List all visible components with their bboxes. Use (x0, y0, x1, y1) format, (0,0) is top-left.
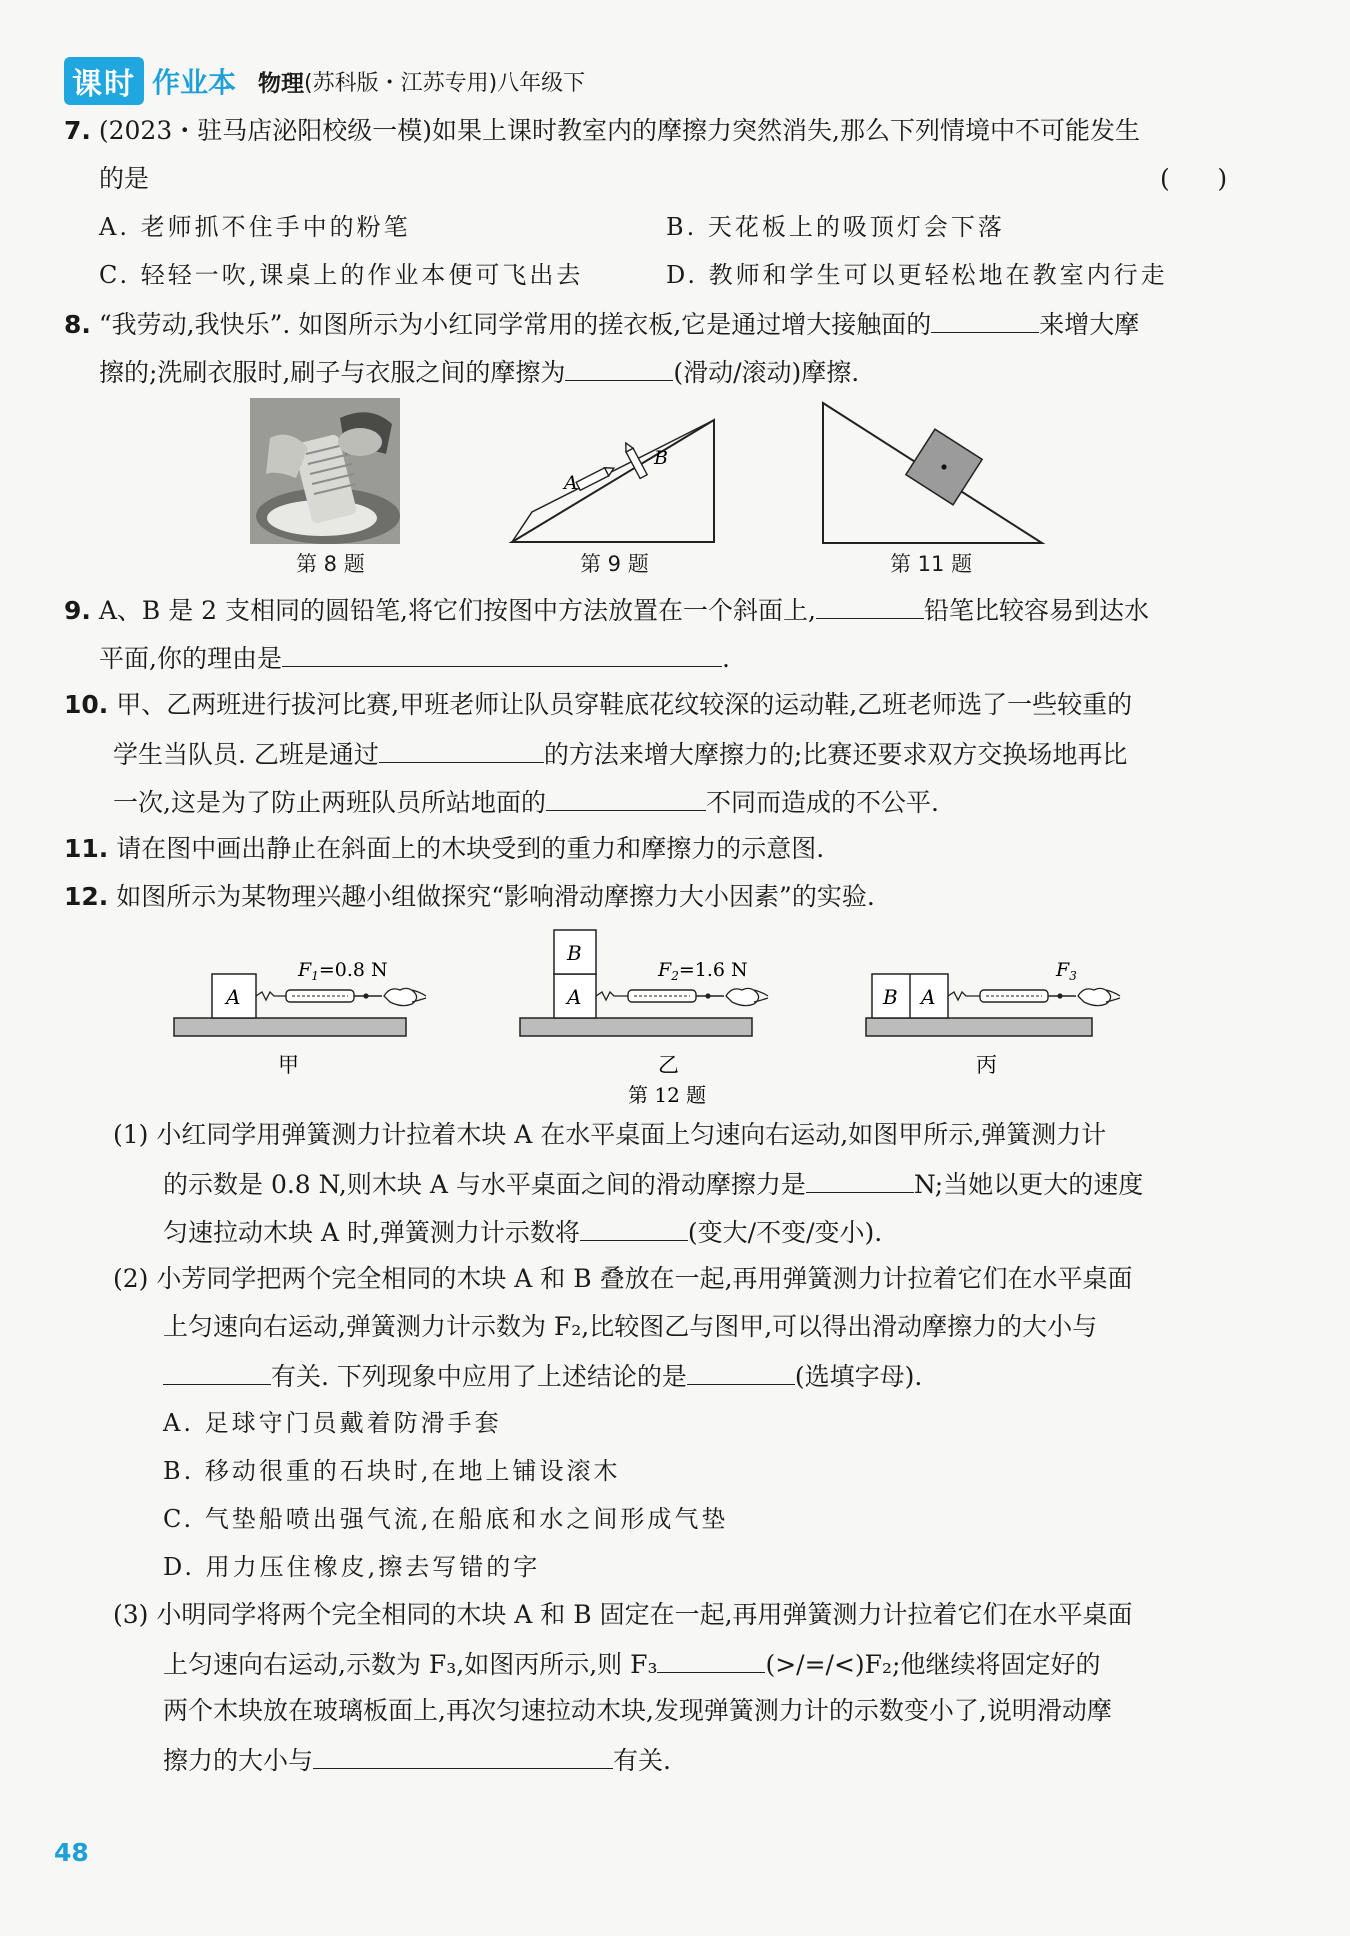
q12-p3-line1: (3) 小明同学将两个完全相同的木块 A 和 B 固定在一起,再用弹簧测力计拉着它们在水平桌面 (113, 1600, 1133, 1629)
q12-p2-blank-1[interactable] (163, 1358, 271, 1385)
q12-p3-blank-1[interactable] (657, 1646, 765, 1673)
q12-p2-blank-2[interactable] (687, 1358, 795, 1385)
q8-blank-1[interactable] (931, 306, 1039, 333)
page-header (64, 56, 585, 106)
q11-number: 11. (64, 834, 109, 863)
q10-text-d: 一次,这是为了防止两班队员所站地面的 (113, 788, 546, 817)
q10-text-b: 学生当队员. 乙班是通过 (113, 740, 379, 769)
q12-p1-line3 (163, 1214, 882, 1250)
q9-text-a: A、B 是 2 支相同的圆铅笔,将它们按图中方法放置在一个斜面上, (98, 596, 816, 625)
fig11-caption: 第 11 题 (890, 552, 973, 576)
q7-option-a: A. 老师抓不住手中的粉笔 (99, 213, 411, 241)
q7-number: 7. (64, 116, 91, 145)
q10-text-c: 的方法来增大摩擦力的;比赛还要求双方交换场地再比 (543, 740, 1128, 769)
q12-p1-text-a: 的示数是 0.8 N,则木块 A 与水平桌面之间的滑动摩擦力是 (163, 1170, 806, 1199)
q12-p2-option-d: D. 用力压住橡皮,擦去写错的字 (163, 1553, 541, 1581)
q7-stem-line1: (2023・驻马店泌阳校级一模)如果上课时教室内的摩擦力突然消失,那么下列情境中不可能发生 (98, 116, 1140, 145)
fig9-incline-pencils (508, 416, 718, 546)
fig12-label-yi: 乙 (658, 1053, 679, 1077)
q10-line3 (113, 784, 939, 820)
q12-p3-line4 (163, 1742, 671, 1778)
q8-text-d: (滑动/滚动)摩擦. (673, 358, 860, 387)
q12-p3-blank-2[interactable] (313, 1742, 613, 1769)
q10-text-a: 甲、乙两班进行拔河比赛,甲班老师让队员穿鞋底花纹较深的运动鞋,乙班老师选了一些较重的 (116, 690, 1133, 719)
q12-p1-blank-2[interactable] (580, 1214, 688, 1241)
q9-text-b: 铅笔比较容易到达水 (923, 596, 1149, 625)
bing-block-b: B (883, 985, 898, 1009)
q9-line1 (64, 592, 1149, 628)
q9-text-c: 平面,你的理由是 (99, 644, 282, 673)
fig12-setup-yi (520, 930, 768, 1036)
q7-stem-line2: 的是 (99, 164, 150, 193)
fig12-setup-bing (866, 959, 1120, 1036)
q7-line1 (64, 114, 1140, 148)
q12-p3-line2 (163, 1646, 1100, 1682)
q9-blank-2[interactable] (282, 640, 722, 667)
q12-p1-text-d: (变大/不变/变小). (687, 1218, 883, 1247)
q12-p2-text-a: 有关. 下列现象中应用了上述结论的是 (271, 1362, 687, 1391)
q8-blank-2[interactable] (565, 354, 673, 381)
brand-name: 作业本 (152, 66, 237, 99)
q12-p2-line2: 上匀速向右运动,弹簧测力计示数为 F₂,比较图乙与图甲,可以得出滑动摩擦力的大小与 (163, 1312, 1098, 1341)
q8-line2 (99, 354, 859, 390)
bing-block-a: A (921, 985, 936, 1009)
q12-p1-line2 (163, 1166, 1143, 1202)
q12-p2-option-a: A. 足球守门员戴着防滑手套 (163, 1409, 502, 1437)
q12-number: 12. (64, 882, 109, 911)
fig12-setup-jia (174, 959, 426, 1036)
q8-line1 (64, 306, 1139, 342)
q12-line (64, 880, 875, 914)
q9-line2 (99, 640, 730, 676)
q9-blank-1[interactable] (816, 592, 924, 619)
q10-line1 (64, 688, 1132, 722)
q12-text: 如图所示为某物理兴趣小组做探究“影响滑动摩擦力大小因素”的实验. (116, 882, 875, 911)
yi-force-label: $F_2=1.6$ N (658, 959, 748, 983)
fig11-block-on-incline (820, 400, 1046, 546)
q12-p3-text-c: 擦力的大小与 (163, 1746, 314, 1775)
q9-text-d: . (721, 644, 730, 673)
q10-text-e: 不同而造成的不公平. (705, 788, 939, 817)
fig12-experiments (160, 924, 1200, 1104)
q12-p2-option-b: B. 移动很重的石块时,在地上铺设滚木 (163, 1457, 621, 1485)
q12-p1-blank-1[interactable] (806, 1166, 914, 1193)
q10-blank-2[interactable] (546, 784, 706, 811)
q12-p1-line1: (1) 小红同学用弹簧测力计拉着木块 A 在水平桌面上匀速向右运动,如图甲所示,弹簧测力计 (113, 1120, 1107, 1149)
edition-label: (苏科版・江苏专用)八年级下 (304, 70, 586, 96)
q11-line (64, 832, 824, 866)
q8-text-a: “我劳动,我快乐”. 如图所示为小红同学常用的搓衣板,它是通过增大接触面的 (98, 310, 932, 339)
q12-p2-option-c: C. 气垫船喷出强气流,在船底和水之间形成气垫 (163, 1505, 729, 1533)
fig8-caption: 第 8 题 (296, 552, 365, 576)
jia-force-label: $F_1=0.8$ N (298, 959, 388, 983)
q12-p2-line1: (2) 小芳同学把两个完全相同的木块 A 和 B 叠放在一起,再用弹簧测力计拉着它们在水平桌面 (113, 1264, 1133, 1293)
q7-option-c: C. 轻轻一吹,课桌上的作业本便可飞出去 (99, 261, 584, 289)
q12-p3-text-a: 上匀速向右运动,示数为 F₃,如图丙所示,则 F₃ (163, 1650, 658, 1679)
q12-p1-text-c: 匀速拉动木块 A 时,弹簧测力计示数将 (163, 1218, 580, 1247)
q12-p3-text-d: 有关. (613, 1746, 671, 1775)
q10-line2 (113, 736, 1127, 772)
fig12-caption: 第 12 题 (628, 1083, 707, 1104)
washboard-photo (250, 398, 400, 544)
q8-text-b: 来增大摩 (1039, 310, 1140, 339)
yi-block-a: A (567, 985, 582, 1009)
fig9-label-a: A (564, 472, 578, 494)
q9-number: 9. (64, 596, 91, 625)
book-logo: 课时 (64, 57, 144, 105)
q12-p3-text-b: (>/=/<)F₂;他继续将固定好的 (765, 1650, 1101, 1679)
q7-option-d: D. 教师和学生可以更轻松地在教室内行走 (666, 261, 1168, 289)
bing-force-label: $F_3$ (1056, 959, 1077, 983)
q8-text-c: 擦的;洗刷衣服时,刷子与衣服之间的摩擦为 (99, 358, 566, 387)
fig9-label-b: B (654, 447, 668, 469)
fig9-caption: 第 9 题 (580, 552, 649, 576)
q10-blank-1[interactable] (379, 736, 544, 763)
q8-number: 8. (64, 310, 91, 339)
q12-p2-text-b: (选填字母). (794, 1362, 923, 1391)
q10-number: 10. (64, 690, 109, 719)
subject-name: 物理 (258, 70, 305, 97)
fig12-label-bing: 丙 (976, 1053, 997, 1077)
q7-option-b: B. 天花板上的吸顶灯会下落 (666, 213, 1005, 241)
q12-p1-text-b: N;当她以更大的速度 (913, 1170, 1144, 1199)
yi-block-b: B (567, 941, 582, 965)
q11-text: 请在图中画出静止在斜面上的木块受到的重力和摩擦力的示意图. (116, 834, 825, 863)
jia-block-a: A (226, 985, 241, 1009)
page-number: 48 (54, 1838, 89, 1867)
fig12-label-jia: 甲 (278, 1053, 299, 1077)
q12-p2-line3 (163, 1358, 922, 1394)
q7-answer-paren: ( ) (1160, 164, 1228, 193)
q12-p3-line3: 两个木块放在玻璃板面上,再次匀速拉动木块,发现弹簧测力计的示数变小了,说明滑动摩 (163, 1696, 1112, 1725)
